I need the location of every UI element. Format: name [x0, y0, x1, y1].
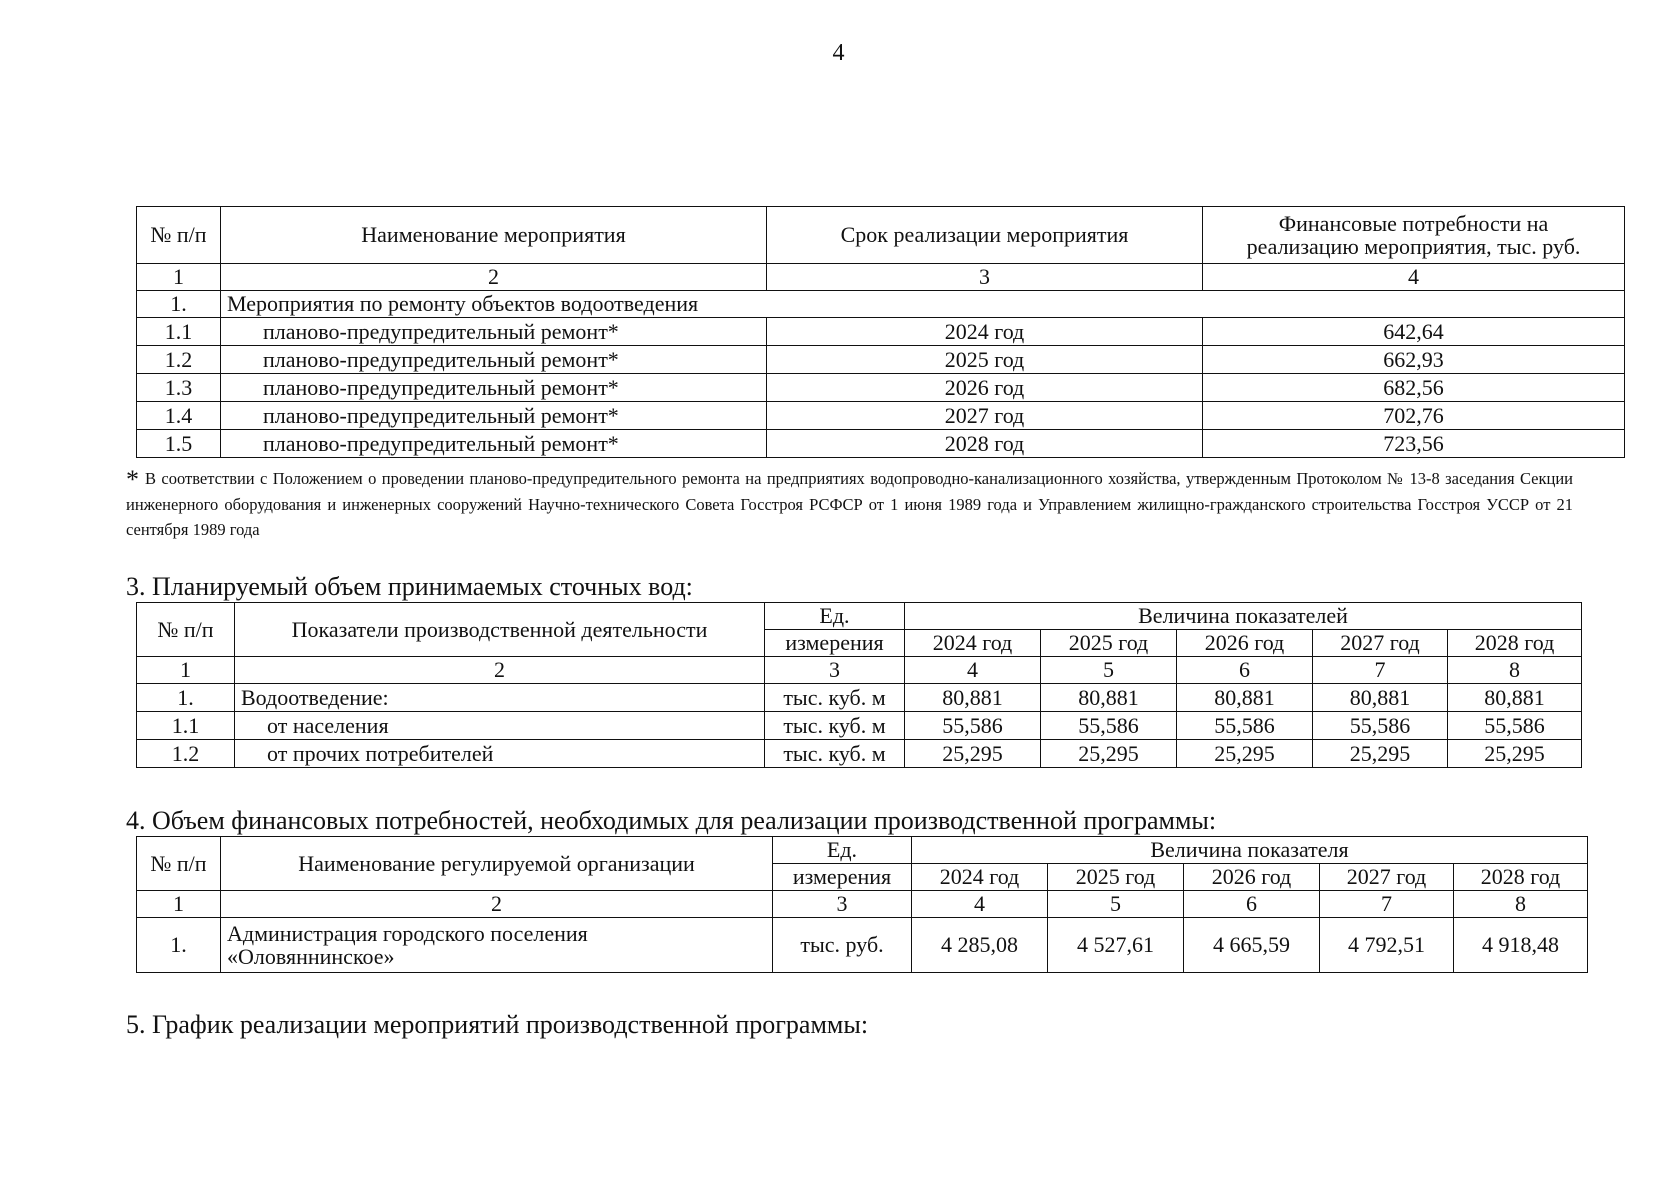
row-value: 25,295: [1448, 740, 1582, 768]
row-name: от прочих потребителей: [235, 740, 765, 768]
row-value: 723,56: [1203, 430, 1625, 458]
col-number: 7: [1320, 891, 1454, 918]
col-number: 1: [137, 264, 221, 291]
footnote-star: *: [126, 465, 139, 494]
row-value: 55,586: [905, 712, 1041, 740]
row-term: 2028 год: [767, 430, 1203, 458]
col-number: 7: [1313, 657, 1448, 684]
col-number: 6: [1177, 657, 1313, 684]
table-header-row: [137, 837, 1588, 864]
row-term: 2025 год: [767, 346, 1203, 374]
col-number: 3: [767, 264, 1203, 291]
row-term: 2026 год: [767, 374, 1203, 402]
column-numbers-row: [137, 657, 1582, 684]
row-value: 25,295: [905, 740, 1041, 768]
row-value: 702,76: [1203, 402, 1625, 430]
footnote-text: В соответствии с Положением о проведении планово-предупредительного ремонта на предприятиях водопроводно-канализационного хозяйства, утвержденным Протоколом № 13-8 заседания Секции инженерного оборудования и инженерных сооружений Научно-технического Совета Госстроя РСФСР от 1 июня 1989 года и Управлением жилищно-гражданского строительства Госстроя УССР от 21 сентября 1989 года: [126, 469, 1573, 539]
row-unit: тыс. куб. м: [765, 740, 905, 768]
row-value: 80,881: [1448, 684, 1582, 712]
header-year: 2026 год: [1177, 630, 1313, 657]
row-name: от населения: [235, 712, 765, 740]
row-term: 2027 год: [767, 402, 1203, 430]
table-row: [137, 712, 1582, 740]
table-row: [137, 430, 1625, 458]
row-value: 4 665,59: [1184, 918, 1320, 973]
header-year: 2027 год: [1313, 630, 1448, 657]
row-value: 682,56: [1203, 374, 1625, 402]
row-num: 1.1: [137, 318, 221, 346]
header-unit-line1: Ед.: [773, 837, 912, 864]
header-year: 2028 год: [1448, 630, 1582, 657]
row-value: 80,881: [1041, 684, 1177, 712]
row-value: 662,93: [1203, 346, 1625, 374]
header-value-group: Величина показателей: [905, 603, 1582, 630]
col-number: 4: [1203, 264, 1625, 291]
repair-measures-table: [136, 206, 1625, 458]
header-finance: [1203, 207, 1625, 264]
row-value: 80,881: [1177, 684, 1313, 712]
row-org-name: [221, 918, 773, 973]
row-value: 4 285,08: [912, 918, 1048, 973]
table-row: [137, 918, 1588, 973]
row-value: 55,586: [1313, 712, 1448, 740]
row-name: Водоотведение:: [235, 684, 765, 712]
table-row: [137, 374, 1625, 402]
header-unit-line2: измерения: [773, 864, 912, 891]
col-number: 1: [137, 657, 235, 684]
header-num: № п/п: [137, 207, 221, 264]
row-unit: тыс. куб. м: [765, 712, 905, 740]
col-number: 2: [221, 891, 773, 918]
table-row: [137, 318, 1625, 346]
header-year: 2025 год: [1041, 630, 1177, 657]
row-value: 4 527,61: [1048, 918, 1184, 973]
header-organization: Наименование регулируемой организации: [221, 837, 773, 891]
header-indicators: Показатели производственной деятельности: [235, 603, 765, 657]
row-num: 1.: [137, 684, 235, 712]
header-year: 2027 год: [1320, 864, 1454, 891]
row-value: 642,64: [1203, 318, 1625, 346]
col-number: 3: [765, 657, 905, 684]
row-num: 1.3: [137, 374, 221, 402]
row-name: планово-предупредительный ремонт*: [221, 402, 767, 430]
row-num: 1.5: [137, 430, 221, 458]
col-number: 8: [1448, 657, 1582, 684]
col-number: 8: [1454, 891, 1588, 918]
column-numbers-row: [137, 264, 1625, 291]
header-num: № п/п: [137, 837, 221, 891]
row-name: планово-предупредительный ремонт*: [221, 430, 767, 458]
header-term: Срок реализации мероприятия: [767, 207, 1203, 264]
row-value: 4 918,48: [1454, 918, 1588, 973]
row-name: планово-предупредительный ремонт*: [221, 346, 767, 374]
col-number: 3: [773, 891, 912, 918]
row-value: 4 792,51: [1320, 918, 1454, 973]
row-value: 80,881: [905, 684, 1041, 712]
col-number: 5: [1048, 891, 1184, 918]
table-row: [137, 740, 1582, 768]
header-year: 2026 год: [1184, 864, 1320, 891]
table-header-row: [137, 207, 1625, 264]
table-row: [137, 346, 1625, 374]
row-num: 1.: [137, 918, 221, 973]
header-year: 2024 год: [905, 630, 1041, 657]
col-number: 4: [905, 657, 1041, 684]
row-term: 2024 год: [767, 318, 1203, 346]
header-unit-line2: измерения: [765, 630, 905, 657]
row-value: 25,295: [1041, 740, 1177, 768]
row-name: планово-предупредительный ремонт*: [221, 318, 767, 346]
row-unit: тыс. руб.: [773, 918, 912, 973]
row-value: 25,295: [1313, 740, 1448, 768]
row-value: 55,586: [1448, 712, 1582, 740]
row-value: 55,586: [1177, 712, 1313, 740]
row-num: 1.4: [137, 402, 221, 430]
row-value: 55,586: [1041, 712, 1177, 740]
wastewater-volume-table: [136, 602, 1582, 768]
header-year: 2025 год: [1048, 864, 1184, 891]
footnote: [126, 466, 1573, 542]
row-value: 80,881: [1313, 684, 1448, 712]
page-number: 4: [832, 40, 845, 66]
org-name-line2: «Оловяннинское»: [227, 944, 395, 969]
table-row: [137, 684, 1582, 712]
row-num: 1.2: [137, 346, 221, 374]
row-value: 25,295: [1177, 740, 1313, 768]
column-numbers-row: [137, 891, 1588, 918]
col-number: 2: [235, 657, 765, 684]
col-number: 1: [137, 891, 221, 918]
row-unit: тыс. куб. м: [765, 684, 905, 712]
col-number: 5: [1041, 657, 1177, 684]
header-value-group: Величина показателя: [912, 837, 1588, 864]
section-3-title: 3. Планируемый объем принимаемых сточных вод:: [126, 572, 693, 601]
row-num: 1.2: [137, 740, 235, 768]
section-5-title: 5. График реализации мероприятий производственной программы:: [126, 1010, 869, 1039]
col-number: 4: [912, 891, 1048, 918]
org-name-line1: Администрация городского поселения: [227, 920, 588, 946]
row-num: 1.: [137, 291, 221, 318]
group-title: Мероприятия по ремонту объектов водоотведения: [221, 291, 1625, 318]
header-finance-line1: Финансовые потребности на: [1278, 210, 1549, 236]
table-header-row: [137, 603, 1582, 630]
header-year: 2028 год: [1454, 864, 1588, 891]
col-number: 6: [1184, 891, 1320, 918]
header-unit-line1: Ед.: [765, 603, 905, 630]
table-row: [137, 402, 1625, 430]
header-num: № п/п: [137, 603, 235, 657]
row-name: планово-предупредительный ремонт*: [221, 374, 767, 402]
row-num: 1.1: [137, 712, 235, 740]
financial-needs-table: [136, 836, 1588, 973]
header-measure-name: Наименование мероприятия: [221, 207, 767, 264]
header-year: 2024 год: [912, 864, 1048, 891]
header-finance-line2: реализацию мероприятия, тыс. руб.: [1246, 234, 1581, 259]
col-number: 2: [221, 264, 767, 291]
section-4-title: 4. Объем финансовых потребностей, необходимых для реализации производственной программы:: [126, 806, 1217, 835]
group-row: [137, 291, 1625, 318]
